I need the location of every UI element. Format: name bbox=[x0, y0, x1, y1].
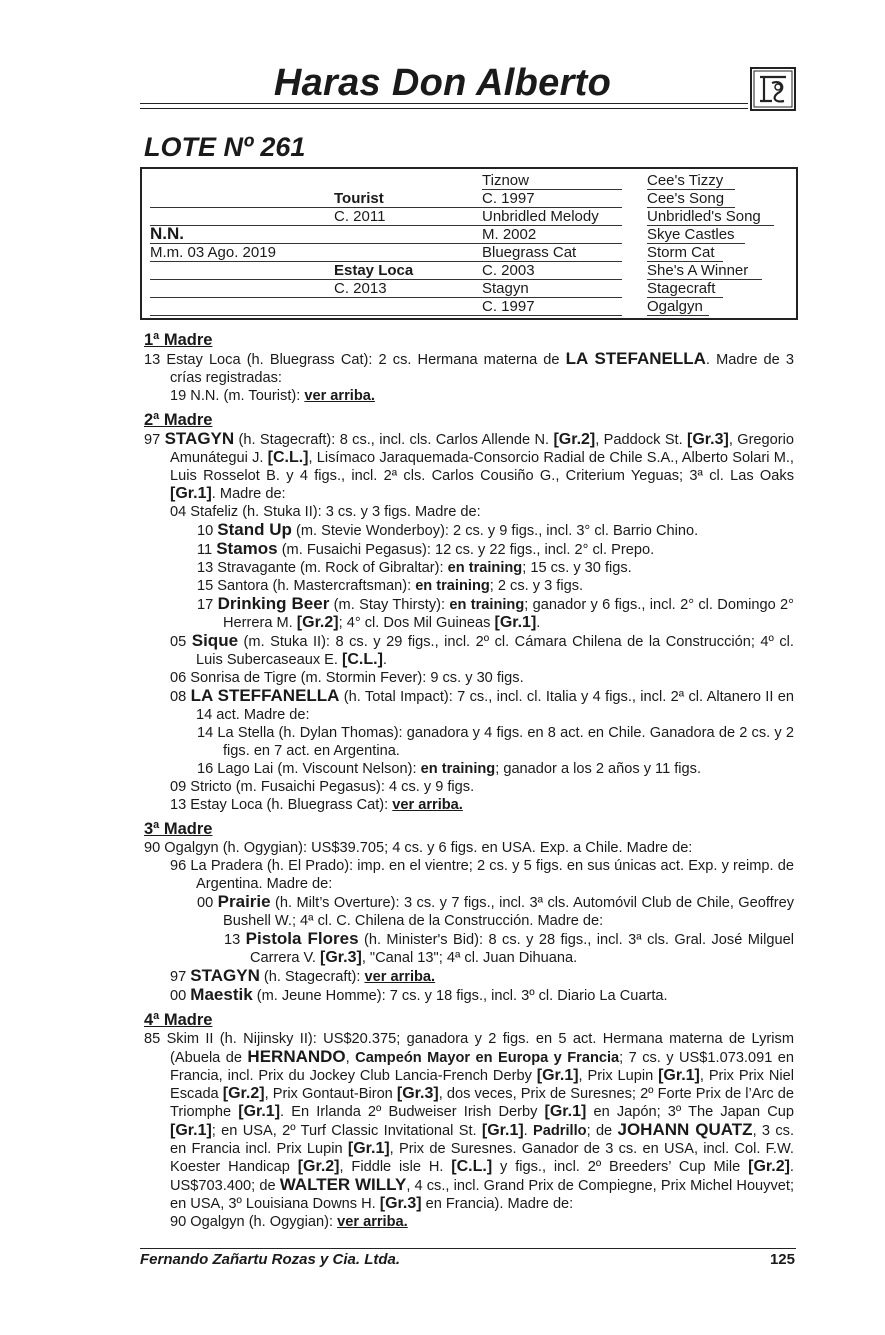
footer-rule bbox=[140, 1248, 796, 1249]
pedigree-gg-2: Cee's Song bbox=[647, 190, 725, 207]
ped-rule bbox=[150, 243, 622, 244]
ped-rule bbox=[150, 207, 622, 208]
ver-arriba-link[interactable]: ver arriba. bbox=[392, 797, 463, 813]
entry-la-pradera: 96 La Pradera (h. El Prado): imp. en el vientre; 2 cs. y 5 figs. en sus únicas act. Exp. y reimp. de Argentina. Madre de: bbox=[170, 858, 794, 892]
entry-prairie: 00 Prairie (h. Milt’s Overture): 3 cs. y 7 figs., incl. 3ª cls. Automóvil Club de Chile, Geoffrey Bushell W.; 4ª cl. C. Chilena de la Construcción. Madre de: bbox=[197, 892, 795, 929]
ped-rule bbox=[647, 207, 735, 208]
entry-lago-lai: 16 Lago Lai (m. Viscount Nelson): en training; ganador a los 2 años y 11 figs. bbox=[197, 761, 702, 777]
ped-rule bbox=[647, 297, 723, 298]
entry-estay-loca: 13 Estay Loca (h. Bluegrass Cat): 2 cs. Hermana materna de LA STEFANELLA. Madre de 3 crías registradas: bbox=[144, 349, 795, 386]
page-number: 125 bbox=[769, 1251, 795, 1268]
pedigree-g-4-name: Stagyn bbox=[482, 280, 529, 297]
pedigree-dam-name: Estay Loca bbox=[334, 262, 414, 279]
entry-stafeliz: 04 Stafeliz (h. Stuka II): 3 cs. y 3 figs. Madre de: bbox=[170, 504, 481, 520]
entry-la-stella: 14 La Stella (h. Dylan Thomas): ganadora y 4 figs. en 8 act. en Chile. Ganadora de 2 cs. y 2 figs. en 7 act. en Argentina. bbox=[197, 725, 794, 759]
ped-rule bbox=[150, 261, 622, 262]
entry-stravagante: 13 Stravagante (m. Rock of Gibraltar): en training; 15 cs. y 30 figs. bbox=[197, 560, 632, 576]
lote-description bbox=[144, 327, 794, 1231]
pedigree-g-4-year: C. 1997 bbox=[482, 298, 535, 315]
footer-company: Fernando Zañartu Rozas y Cia. Ltda. bbox=[140, 1251, 401, 1268]
entry-la-steffanella: 08 LA STEFFANELLA (h. Total Impact): 7 cs., incl. cl. Italia y 4 figs., incl. 2ª cl. Altanero II en 14 act. Madre de: bbox=[170, 686, 794, 723]
entry-estay-loca-ref: 13 Estay Loca (h. Bluegrass Cat): ver arriba. bbox=[170, 797, 463, 813]
entry-stagyn: 97 STAGYN (h. Stagecraft): 8 cs., incl. cls. Carlos Allende N. [Gr.2], Paddock St. [Gr.3], Gregorio Amunátegui J. [C.L.], Lisímaco Jaraquemada-Consorcio Radial de Chile S.A., Alberto Solari M., Luis Rosselot B. y 4 figs., incl. 2ª cls. Carlos Cousiño G., Criterium Yeguas; 3ª cl. Las Oaks [Gr.1]. Madre de: bbox=[144, 429, 794, 502]
ver-arriba-link[interactable]: ver arriba. bbox=[304, 388, 375, 404]
entry-ogalgyn: 90 Ogalgyn (h. Ogygian): US$39.705; 4 cs. y 6 figs. en USA. Exp. a Chile. Madre de: bbox=[144, 840, 693, 856]
section-title-1a-madre: 1ª Madre bbox=[144, 331, 213, 349]
ped-rule bbox=[150, 297, 622, 298]
entry-sonrisa-de-tigre: 06 Sonrisa de Tigre (m. Stormin Fever): 9 cs. y 30 figs. bbox=[170, 670, 524, 686]
ped-rule bbox=[647, 261, 723, 262]
pedigree-g-1-year: C. 1997 bbox=[482, 190, 535, 207]
entry-stamos: 11 Stamos (m. Fusaichi Pegasus): 12 cs. y 22 figs., incl. 2° cl. Prepo. bbox=[197, 539, 655, 558]
pedigree-g-1-name: Tiznow bbox=[482, 172, 529, 189]
ped-rule bbox=[647, 315, 709, 316]
pedigree-gg-6: She's A Winner bbox=[647, 262, 749, 279]
ver-arriba-link[interactable]: ver arriba. bbox=[337, 1214, 408, 1230]
ped-rule bbox=[150, 315, 622, 316]
entry-pistola-flores: 13 Pistola Flores (h. Minister's Bid): 8 cs. y 28 figs., incl. 3ª cls. Gral. José Milguel Carrera V. [Gr.3], "Canal 13"; 4ª cl. Juan Dihuana. bbox=[224, 929, 794, 966]
pedigree-horse-name: N.N. bbox=[150, 224, 184, 243]
lote-title: LOTE Nº 261 bbox=[144, 132, 306, 162]
pedigree-g-3-name: Bluegrass Cat bbox=[482, 244, 577, 261]
pedigree-dam-year: C. 2013 bbox=[334, 280, 387, 297]
pedigree-gg-7: Stagecraft bbox=[647, 280, 716, 297]
pedigree-horse-birth: M.m. 03 Ago. 2019 bbox=[150, 244, 276, 261]
pedigree-g-3-year: C. 2003 bbox=[482, 262, 535, 279]
section-title-3a-madre: 3ª Madre bbox=[144, 820, 213, 838]
section-title-2a-madre: 2ª Madre bbox=[144, 411, 213, 429]
entry-skim-ii: 85 Skim II (h. Nijinsky II): US$20.375; ganadora y 2 figs. en 5 act. Hermana materna de Lyrism (Abuela de HERNANDO, Campeón Mayor en Europa y Francia; 7 cs. y US$1.073.091 en Francia, incl. Prix du Jockey Club Lancia-French Derby [Gr.1], Prix Lupin [Gr.1], Prix Prix Niel Escada [Gr.2], Prix Gontaut-Biron [Gr.3], dos veces, Prix de Suresnes; 2º Forte Prix de l’Arc de Triomphe [Gr.1]. En Irlanda 2º Budweiser Irish Derby [Gr.1] en Japón; 3º The Japan Cup [Gr.1]; en USA, 2º Turf Classic Invitational St. [Gr.1]. Padrillo; de JOHANN QUATZ, 3 cs. en Francia incl. Prix Lupin [Gr.1], Prix de Suresnes. Ganador de 3 cs. en USA, incl. Col. F.W. Koester Handicap [Gr.2], Fiddle isle H. [C.L.] y figs., incl. 2º Breeders’ Cup Mile [Gr.2]. US$703.400; de WALTER WILLY, 4 cs., incl. Grand Prix de Compiegne, Prix Michel Houyvet; en USA, 3º Louisiana Downs H. [Gr.3] en Francia). Madre de: bbox=[144, 1031, 795, 1212]
pedigree-table bbox=[140, 167, 798, 320]
header-rule-bottom bbox=[140, 108, 748, 109]
entry-stand-up: 10 Stand Up (m. Stevie Wonderboy): 2 cs. y 9 figs., incl. 3° cl. Barrio Chino. bbox=[197, 520, 699, 539]
entry-maestik: 00 Maestik (m. Jeune Homme): 7 cs. y 18 figs., incl. 3º cl. Diario La Cuarta. bbox=[170, 985, 668, 1004]
ped-rule bbox=[647, 225, 774, 226]
pedigree-gg-5: Storm Cat bbox=[647, 244, 715, 261]
entry-nn: 19 N.N. (m. Tourist): ver arriba. bbox=[170, 388, 375, 404]
pedigree-g-2-year: M. 2002 bbox=[482, 226, 537, 243]
pedigree-gg-4: Skye Castles bbox=[647, 226, 735, 243]
header-rule-top bbox=[140, 103, 748, 104]
pedigree-gg-8: Ogalgyn bbox=[647, 298, 703, 315]
ped-rule bbox=[647, 243, 745, 244]
pedigree-gg-1: Cee's Tizzy bbox=[647, 172, 724, 189]
ver-arriba-link[interactable]: ver arriba. bbox=[364, 969, 436, 985]
haras-monogram-icon bbox=[750, 67, 796, 111]
ped-rule bbox=[482, 189, 622, 190]
entry-ogalgyn-ref: 90 Ogalgyn (h. Ogygian): ver arriba. bbox=[170, 1214, 408, 1230]
ped-rule bbox=[647, 189, 735, 190]
ped-rule bbox=[150, 225, 622, 226]
pedigree-g-2-name: Unbridled Melody bbox=[482, 208, 599, 225]
entry-drinking-beer: 17 Drinking Beer (m. Stay Thirsty): en training; ganador y 6 figs., incl. 2° cl. Domingo 2° Herrera M. [Gr.2]; 4° cl. Dos Mil Guineas [Gr.1]. bbox=[197, 594, 794, 631]
ped-rule bbox=[150, 279, 622, 280]
pedigree-gg-3: Unbridled's Song bbox=[647, 208, 761, 225]
section-title-4a-madre: 4ª Madre bbox=[144, 1011, 213, 1029]
pedigree-sire-year: C. 2011 bbox=[334, 208, 386, 225]
entry-stricto: 09 Stricto (m. Fusaichi Pegasus): 4 cs. y 9 figs. bbox=[170, 779, 475, 795]
entry-sique: 05 Sique (m. Stuka II): 8 cs. y 29 figs., incl. 2º cl. Cámara Chilena de la Construcción; 4º cl. Luis Subercaseaux E. [C.L.]. bbox=[170, 631, 794, 668]
ped-rule bbox=[647, 279, 762, 280]
entry-stagyn-ref: 97 STAGYN (h. Stagecraft): ver arriba. bbox=[170, 966, 436, 985]
pedigree-sire-name: Tourist bbox=[334, 190, 384, 207]
entry-santora: 15 Santora (h. Mastercraftsman): en training; 2 cs. y 3 figs. bbox=[197, 578, 584, 594]
page-header-title: Haras Don Alberto bbox=[273, 62, 612, 104]
